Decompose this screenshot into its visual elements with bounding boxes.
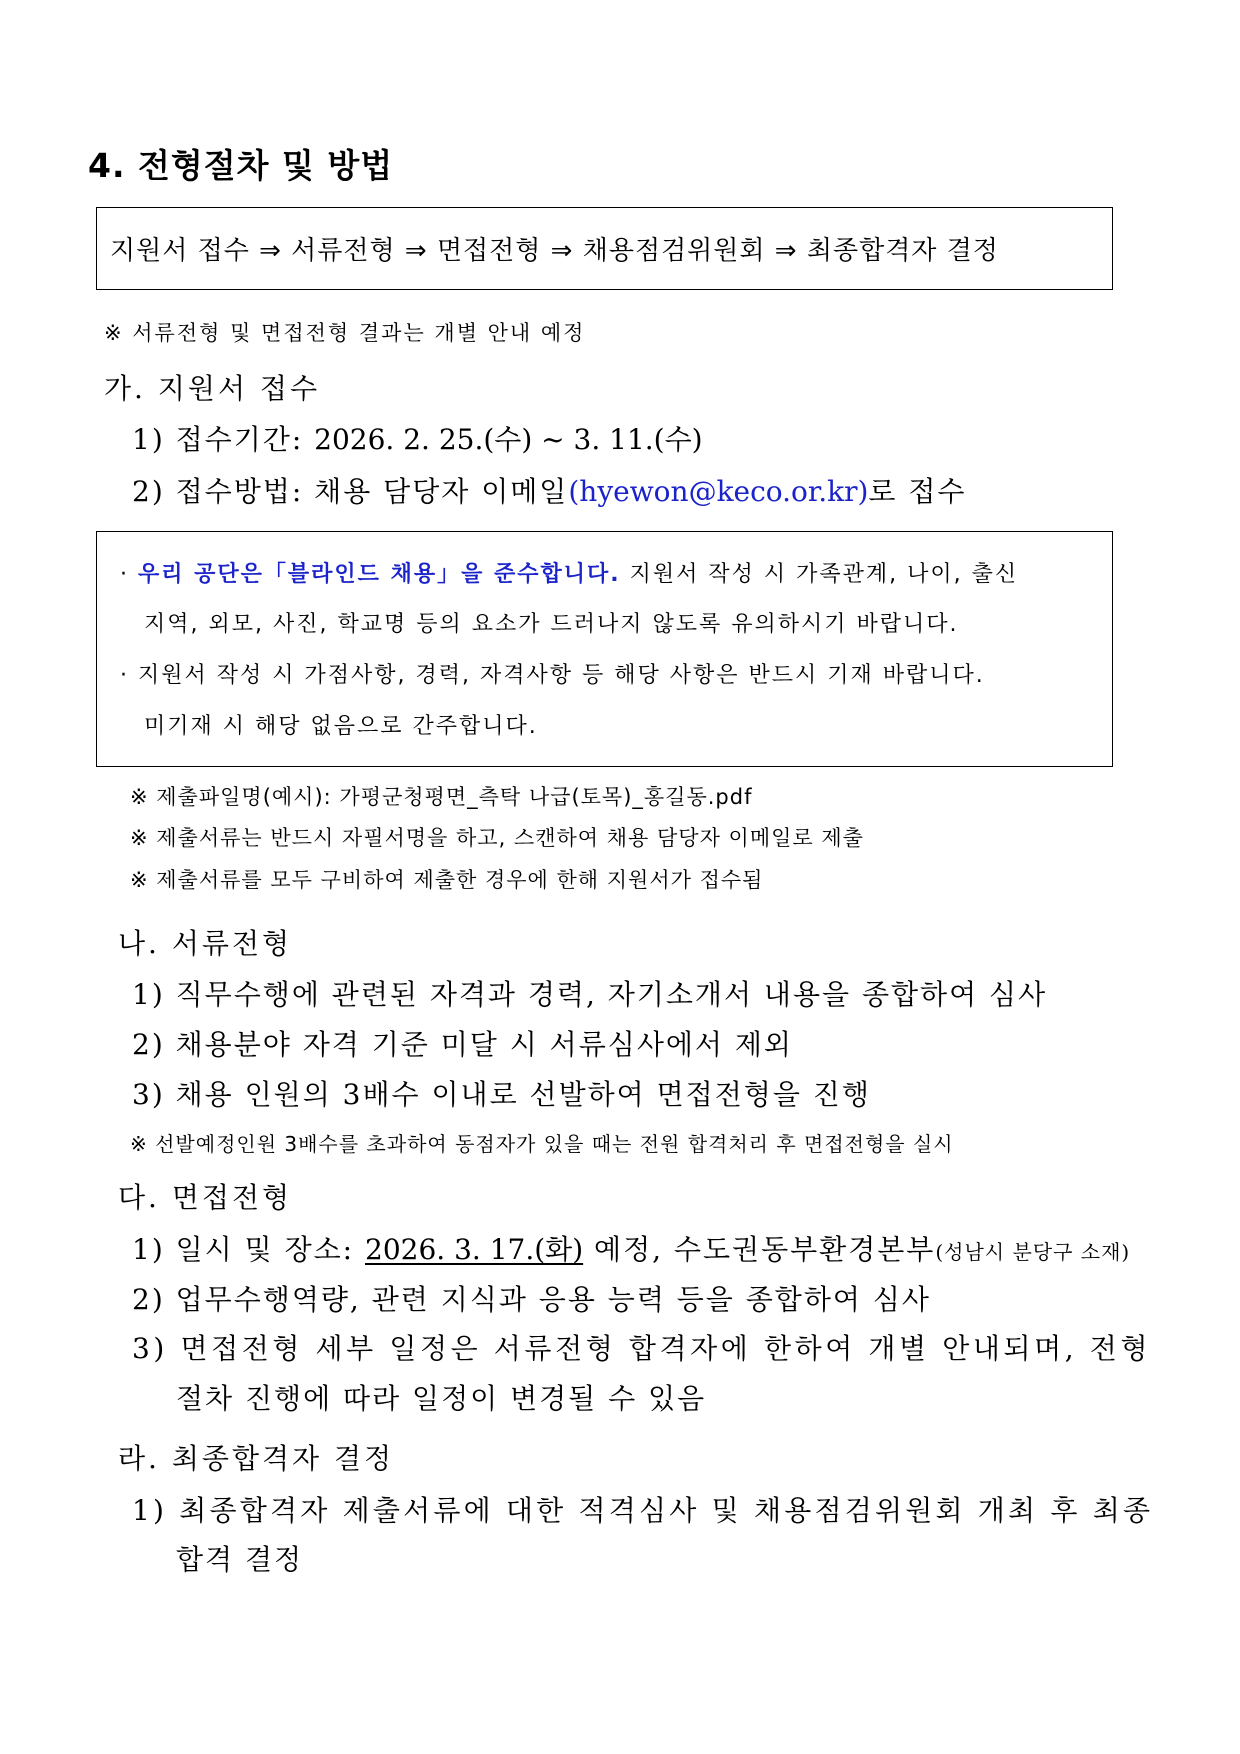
- interview-date: 2026. 3. 17.(화): [365, 1233, 584, 1266]
- document-item-1: 1) 직무수행에 관련된 자격과 경력, 자기소개서 내용을 종합하여 심사: [132, 978, 1048, 1011]
- application-period: [132, 418, 703, 458]
- blind-line-2: 지역, 외모, 사진, 학교명 등의 요소가 드러나지 않도록 유의하시기 바랍니다.: [144, 612, 959, 637]
- heading-interview: 다. 면접전형: [118, 1181, 293, 1214]
- application-method: [132, 470, 966, 510]
- document-note: ※ 선발예정인원 3배수를 초과하여 동점자가 있을 때는 전원 합격처리 후 면접전형을 실시: [130, 1132, 954, 1156]
- recruiter-email-link[interactable]: (hyewon@keco.or.kr): [568, 475, 869, 508]
- interview-item-3-line-1: 3) 면접전형 세부 일정은 서류전형 합격자에 한하여 개별 안내되며, 전형: [132, 1332, 1152, 1365]
- interview-item-3-line-2: 절차 진행에 따라 일정이 변경될 수 있음: [176, 1382, 707, 1415]
- flow-note: ※ 서류전형 및 면접전형 결과는 개별 안내 예정: [104, 321, 586, 345]
- interview-location: 예정, 수도권동부환경본부: [583, 1233, 936, 1266]
- document-item-3: 3) 채용 인원의 3배수 이내로 선발하여 면접전형을 진행: [132, 1078, 871, 1111]
- heading-application: 가. 지원서 접수: [104, 372, 320, 405]
- blind-line-1: [120, 557, 1018, 588]
- application-method-label: 2) 접수방법: 채용 담당자 이메일: [132, 475, 569, 508]
- section-title: 4. 전형절차 및 방법: [88, 146, 394, 185]
- final-item-1-line-1: 1) 최종합격자 제출서류에 대한 적격심사 및 채용점검위원회 개최 후 최종: [132, 1494, 1154, 1527]
- blind-line-3: · 지원서 작성 시 가점사항, 경력, 자격사항 등 해당 사항은 반드시 기재 바랍니다.: [120, 663, 985, 688]
- blind-line-4: 미기재 시 해당 없음으로 간주합니다.: [144, 714, 538, 739]
- interview-item-2: 2) 업무수행역량, 관련 지식과 응용 능력 등을 종합하여 심사: [132, 1283, 931, 1316]
- bullet: ·: [120, 562, 129, 587]
- interview-schedule-label: 1) 일시 및 장소:: [132, 1233, 366, 1266]
- interview-item-1: [132, 1228, 1130, 1268]
- heading-document-screening: 나. 서류전형: [118, 927, 293, 960]
- application-period-label: 1) 접수기간:: [132, 423, 315, 456]
- file-note-3: ※ 제출서류를 모두 구비하여 제출한 경우에 한해 지원서가 접수됨: [130, 868, 764, 892]
- process-flow-text: 지원서 접수 ⇒ 서류전형 ⇒ 면접전형 ⇒ 채용점검위원회 ⇒ 최종합격자 결정: [110, 236, 999, 266]
- application-method-tail: 로 접수: [868, 475, 967, 508]
- blind-emphasis: 우리 공단은「블라인드 채용」을 준수합니다.: [138, 562, 621, 587]
- blind-line-1-rest: 지원서 작성 시 가족관계, 나이, 출신: [620, 562, 1019, 587]
- file-note-2: ※ 제출서류는 반드시 자필서명을 하고, 스캔하여 채용 담당자 이메일로 제출: [130, 826, 864, 850]
- interview-location-detail: (성남시 분당구 소재): [935, 1240, 1131, 1264]
- application-period-value: 2026. 2. 25.(수) ~ 3. 11.(수): [314, 423, 703, 456]
- document-item-2: 2) 채용분야 자격 기준 미달 시 서류심사에서 제외: [132, 1028, 793, 1061]
- final-item-1-line-2: 합격 결정: [176, 1543, 304, 1576]
- heading-final-decision: 라. 최종합격자 결정: [118, 1442, 395, 1475]
- file-note-1: ※ 제출파일명(예시): 가평군청평면_측탁 나급(토목)_홍길동.pdf: [130, 785, 753, 809]
